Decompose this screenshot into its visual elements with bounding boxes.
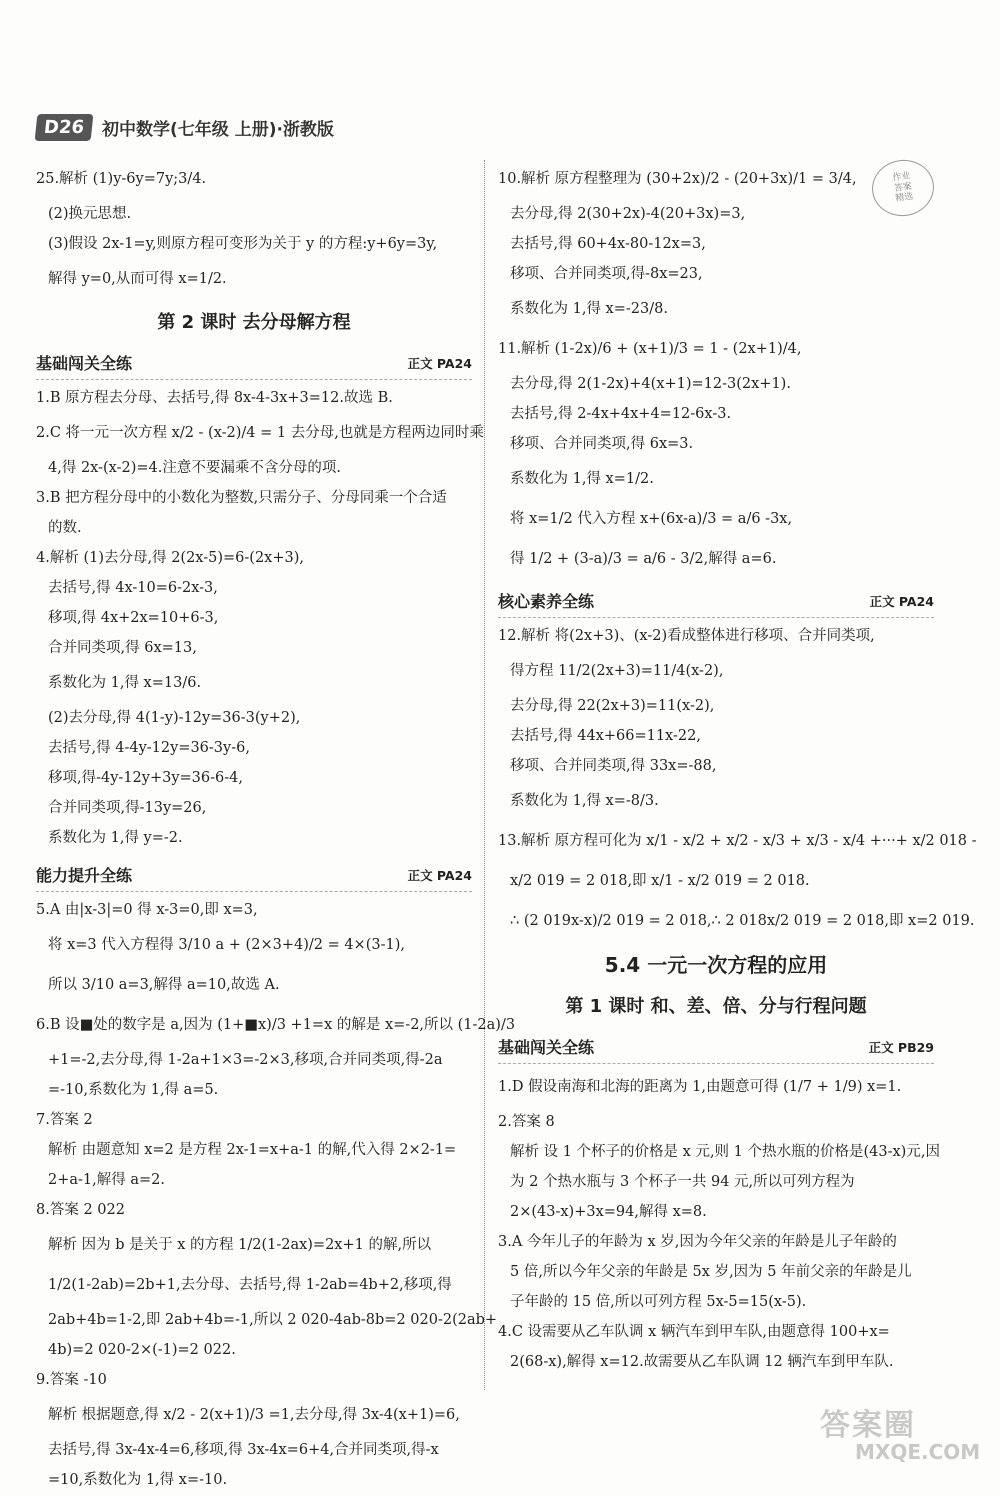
section-name: 基础闯关全练 — [498, 1038, 595, 1057]
answer-line: 8.答案 2 022 — [36, 1202, 125, 1219]
answer-line: 2.C 将一元一次方程 x/2 - (x-2)/4 = 1 去分母,也就是方程两边同时乘 — [36, 425, 484, 442]
answer-line: ∴ (2 019x-x)/2 019 = 2 018,∴ 2 018x/2 019 = 2 018,即 x=2 019. — [510, 913, 975, 930]
answer-line: 子年龄的 15 倍,所以可列方程 5x-5=15(x-5). — [510, 1294, 807, 1311]
answer-line: 将 x=3 代入方程得 3/10 a + (2×3+4)/2 = 4×(3-1), — [48, 937, 405, 954]
lesson-title: 第 1 课时 和、差、倍、分与行程问题 — [565, 996, 867, 1017]
answer-line: 得方程 11/2(2x+3)=11/4(x-2), — [510, 663, 724, 680]
answer-line: (2)换元思想. — [48, 206, 132, 223]
watermark-url: MXQE.COM — [855, 1440, 981, 1464]
section-reference: 正文 PA24 — [869, 593, 934, 609]
section-header — [36, 346, 472, 380]
answer-line: 2(68-x),解得 x=12.故需要从乙车队调 12 辆汽车到甲车队. — [510, 1354, 894, 1371]
answer-line: 去括号,得 4-4y-12y=36-3y-6, — [48, 740, 250, 757]
answer-line: 去括号,得 44x+66=11x-22, — [510, 728, 701, 745]
answer-line: 移项、合并同类项,得-8x=23, — [510, 266, 703, 283]
answer-line: 所以 3/10 a=3,解得 a=10,故选 A. — [48, 977, 280, 994]
section-title: 5.4 一元一次方程的应用 — [604, 952, 828, 977]
answer-line: 4.解析 (1)去分母,得 2(2x-5)=6-(2x+3), — [36, 550, 304, 567]
answer-line: 2.答案 8 — [498, 1114, 555, 1131]
answer-line: 10.解析 原方程整理为 (30+2x)/2 - (20+3x)/1 = 3/4, — [498, 171, 857, 188]
answer-line: 5.A 由|x-3|=0 得 x-3=0,即 x=3, — [36, 902, 258, 919]
section-reference: 正文 PA24 — [407, 867, 472, 883]
column-divider — [484, 160, 485, 1390]
answer-line: 去括号,得 2-4x+4x+4=12-6x-3. — [510, 406, 732, 423]
answer-line: 合并同类项,得 6x=13, — [48, 640, 197, 657]
answer-line: 2+a-1,解得 a=2. — [48, 1172, 165, 1189]
answer-line: 13.解析 原方程可化为 x/1 - x/2 + x/2 - x/3 + x/3 - x/4 +···+ x/2 018 - — [498, 833, 977, 850]
answer-line: (2)去分母,得 4(1-y)-12y=36-3(y+2), — [48, 710, 301, 727]
section-name: 能力提升全练 — [36, 866, 133, 885]
answer-line: 将 x=1/2 代入方程 x+(6x-a)/3 = a/6 -3x, — [510, 511, 793, 528]
section-reference: 正文 PA24 — [407, 355, 472, 371]
section-name: 基础闯关全练 — [36, 354, 133, 373]
answer-line: 移项,得-4y-12y+3y=36-6-4, — [48, 770, 243, 787]
answer-line: 2×(43-x)+3x=94,解得 x=8. — [510, 1204, 707, 1221]
answer-line: 去括号,得 60+4x-80-12x=3, — [510, 236, 706, 253]
answer-line: 得 1/2 + (3-a)/3 = a/6 - 3/2,解得 a=6. — [510, 551, 777, 568]
answer-line: 25.解析 (1)y-6y=7y;3/4. — [36, 171, 207, 188]
answer-line: 为 2 个热水瓶与 3 个杯子一共 94 元,所以可列方程为 — [510, 1174, 855, 1191]
left-column — [36, 160, 516, 1496]
answer-line: 4,得 2x-(x-2)=4.注意不要漏乘不含分母的项. — [48, 460, 341, 477]
answer-line: 11.解析 (1-2x)/6 + (x+1)/3 = 1 - (2x+1)/4, — [498, 341, 802, 358]
answer-line: 系数化为 1,得 y=-2. — [48, 830, 183, 847]
answer-line: 1.D 假设南海和北海的距离为 1,由题意可得 (1/7 + 1/9) x=1. — [498, 1079, 902, 1096]
watermark-logo: 答案圈 — [820, 1408, 916, 1443]
answer-line: 1.B 原方程去分母、去括号,得 8x-4-3x+3=12.故选 B. — [36, 390, 393, 407]
section-reference: 正文 PB29 — [868, 1039, 934, 1055]
answer-line: 12.解析 将(2x+3)、(x-2)看成整体进行移项、合并同类项, — [498, 628, 875, 645]
stamp-logo: 作业 答案 精选 — [868, 156, 937, 220]
answer-line: x/2 019 = 2 018,即 x/1 - x/2 019 = 2 018. — [510, 873, 810, 890]
answer-line: 3.B 把方程分母中的小数化为整数,只需分子、分母同乘一个合适 — [36, 490, 447, 507]
answer-line: 解析 因为 b 是关于 x 的方程 1/2(1-2ax)=2x+1 的解,所以 — [48, 1237, 432, 1254]
answer-line: 解析 由题意知 x=2 是方程 2x-1=x+a-1 的解,代入得 2×2-1= — [48, 1142, 457, 1159]
answer-line: 的数. — [48, 520, 82, 537]
page-number-tag: D26 — [35, 114, 94, 141]
answer-line: 去分母,得 22(2x+3)=11(x-2), — [510, 698, 715, 715]
answer-line: 移项,得 4x+2x=10+6-3, — [48, 610, 219, 627]
right-column — [498, 160, 977, 1378]
answer-line: 5 倍,所以今年父亲的年龄是 5x 岁,因为 5 年前父亲的年龄是儿 — [510, 1264, 912, 1281]
answer-line: 系数化为 1,得 x=-8/3. — [510, 793, 659, 810]
answer-line: 移项、合并同类项,得 6x=3. — [510, 436, 694, 453]
page-header — [36, 110, 334, 144]
answer-line: 系数化为 1,得 x=-23/8. — [510, 301, 668, 318]
answer-line: 解析 设 1 个杯子的价格是 x 元,则 1 个热水瓶的价格是(43-x)元,因 — [510, 1144, 940, 1161]
lesson-title: 第 2 课时 去分母解方程 — [157, 312, 351, 333]
section-header — [36, 858, 472, 892]
book-title: 初中数学(七年级 上册)·浙教版 — [102, 119, 334, 140]
answer-line: 3.A 今年儿子的年龄为 x 岁,因为今年父亲的年龄是儿子年龄的 — [498, 1234, 897, 1251]
answer-line: (3)假设 2x-1=y,则原方程可变形为关于 y 的方程:y+6y=3y, — [48, 236, 438, 253]
answer-line: 解析 根据题意,得 x/2 - 2(x+1)/3 =1,去分母,得 3x-4(x+1)=6, — [48, 1407, 460, 1424]
answer-line: +1=-2,去分母,得 1-2a+1×3=-2×3,移项,合并同类项,得-2a — [48, 1052, 443, 1069]
answer-line: 去括号,得 4x-10=6-2x-3, — [48, 580, 218, 597]
answer-line: =10,系数化为 1,得 x=-10. — [48, 1472, 228, 1489]
answer-line: 6.B 设■处的数字是 a,因为 (1+■x)/3 +1=x 的解是 x=-2,所以 (1-2a)/3 — [36, 1017, 516, 1034]
answer-line: 4.C 设需要从乙车队调 x 辆汽车到甲车队,由题意得 100+x= — [498, 1324, 890, 1341]
answer-line: 去分母,得 2(30+2x)-4(20+3x)=3, — [510, 206, 746, 223]
answer-line: 2ab+4b=1-2,即 2ab+4b=-1,所以 2 020-4ab-8b=2 020-2(2ab+ — [48, 1312, 498, 1329]
answer-line: 去括号,得 3x-4x-4=6,移项,得 3x-4x=6+4,合并同类项,得-x — [48, 1442, 439, 1459]
answer-line: 4b)=2 020-2×(-1)=2 022. — [48, 1342, 236, 1359]
answer-line: 去分母,得 2(1-2x)+4(x+1)=12-3(2x+1). — [510, 376, 791, 393]
answer-line: =-10,系数化为 1,得 a=5. — [48, 1082, 219, 1099]
answer-line: 移项、合并同类项,得 33x=-88, — [510, 758, 717, 775]
answer-line: 系数化为 1,得 x=13/6. — [48, 675, 202, 692]
answer-line: 1/2(1-2ab)=2b+1,去分母、去括号,得 1-2ab=4b+2,移项,得 — [48, 1277, 452, 1294]
section-header — [498, 1030, 934, 1064]
section-name: 核心素养全练 — [498, 592, 595, 611]
answer-line: 7.答案 2 — [36, 1112, 93, 1129]
answer-line: 解得 y=0,从而可得 x=1/2. — [48, 271, 227, 288]
answer-line: 合并同类项,得-13y=26, — [48, 800, 207, 817]
section-header — [498, 584, 934, 618]
answer-line: 9.答案 -10 — [36, 1372, 107, 1389]
answer-line: 系数化为 1,得 x=1/2. — [510, 471, 654, 488]
